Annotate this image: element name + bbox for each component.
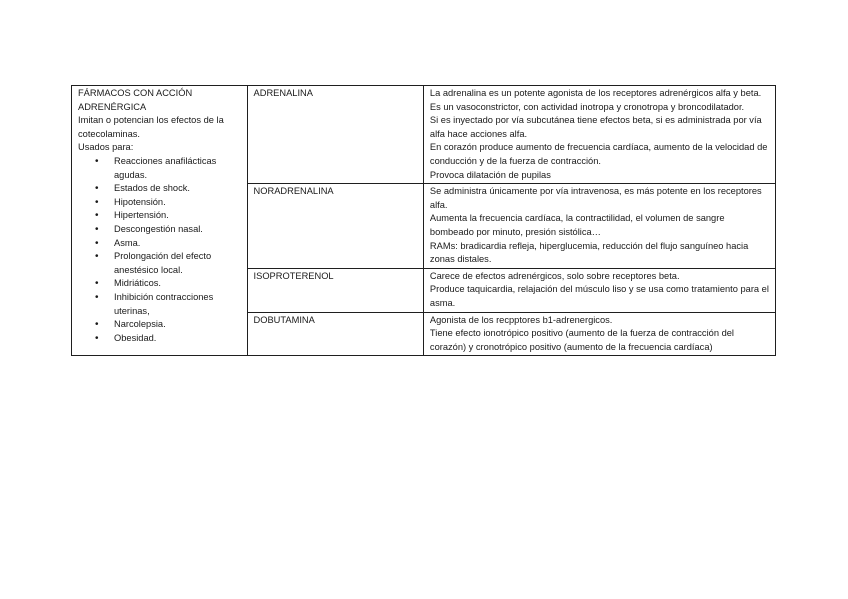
drug-class-cell xyxy=(72,86,248,356)
list-item: • Midriáticos. xyxy=(114,277,242,291)
list-item: • Asma. xyxy=(114,237,242,251)
description-line: Agonista de los recpptores b1-adrenergicos. xyxy=(429,314,613,325)
list-item: • Estados de shock. xyxy=(114,182,242,196)
drug-description-cell xyxy=(423,312,775,356)
drug-description-cell xyxy=(423,268,775,312)
list-item: • Narcolepsia. xyxy=(114,318,242,332)
description-line: Provoca dilatación de pupilas xyxy=(429,169,551,180)
drug-class-description: Imitan o potencian los efectos de la cotecolaminas. xyxy=(78,115,224,139)
description-line: En corazón produce aumento de frecuencia cardíaca, aumento de la velocidad de conducción y de la fuerza de contracción. xyxy=(429,142,768,166)
description-line: Carece de efectos adrenérgicos, solo sobre receptores beta. xyxy=(429,270,680,281)
drug-description-cell xyxy=(423,86,775,184)
description-line: La adrenalina es un potente agonista de los receptores adrenérgicos alfa y beta. xyxy=(429,88,762,98)
drug-description-cell xyxy=(423,184,775,269)
drug-class-title: FÁRMACOS CON ACCIÓN ADRENÉRGICA xyxy=(78,88,193,112)
description-line: Se administra únicamente por vía intravenosa, es más potente en los receptores alfa. xyxy=(429,186,762,210)
adrenergic-drugs-table xyxy=(71,85,776,356)
description-line: Aumenta la frecuencia cardíaca, la contractilidad, el volumen de sangre bombeado por minuto, presión sistólica… xyxy=(429,213,725,237)
list-item: • Hipertensión. xyxy=(114,209,242,223)
drug-name-cell: ADRENALINA xyxy=(247,86,423,184)
description-line: RAMs: bradicardia refleja, hiperglucemia, reducción del flujo sanguíneo hacia zonas distales. xyxy=(429,240,749,265)
list-item: • Descongestión nasal. xyxy=(114,223,242,237)
description-line: Produce taquicardia, relajación del músculo liso y se usa como tratamiento para el asma. xyxy=(429,284,769,308)
drug-name-cell: NORADRENALINA xyxy=(247,184,423,269)
table-row xyxy=(72,86,776,184)
list-item: • Prolongación del efecto anestésico local. xyxy=(114,250,242,277)
uses-list xyxy=(78,155,242,345)
drug-name-cell: ISOPROTERENOL xyxy=(247,268,423,312)
drug-name-cell: DOBUTAMINA xyxy=(247,312,423,356)
description-line: Si es inyectado por vía subcutánea tiene efectos beta, si es administrada por vía alfa hace acciones alfa. xyxy=(429,115,762,139)
description-line: Es un vasoconstrictor, con actividad inotropa y cronotropa y broncodilatador. xyxy=(429,101,745,112)
list-item: • Obesidad. xyxy=(114,332,242,346)
list-item: • Inhibición contracciones uterinas, xyxy=(114,291,242,318)
uses-label: Usados para: xyxy=(78,142,134,153)
list-item: • Hipotensión. xyxy=(114,196,242,210)
description-line: Tiene efecto ionotrópico positivo (aumento de la fuerza de contracción del corazón) y cronotrópico positivo (aumento de la frecuencia cardíaca) xyxy=(429,328,734,352)
list-item: • Reacciones anafilácticas agudas. xyxy=(114,155,242,182)
